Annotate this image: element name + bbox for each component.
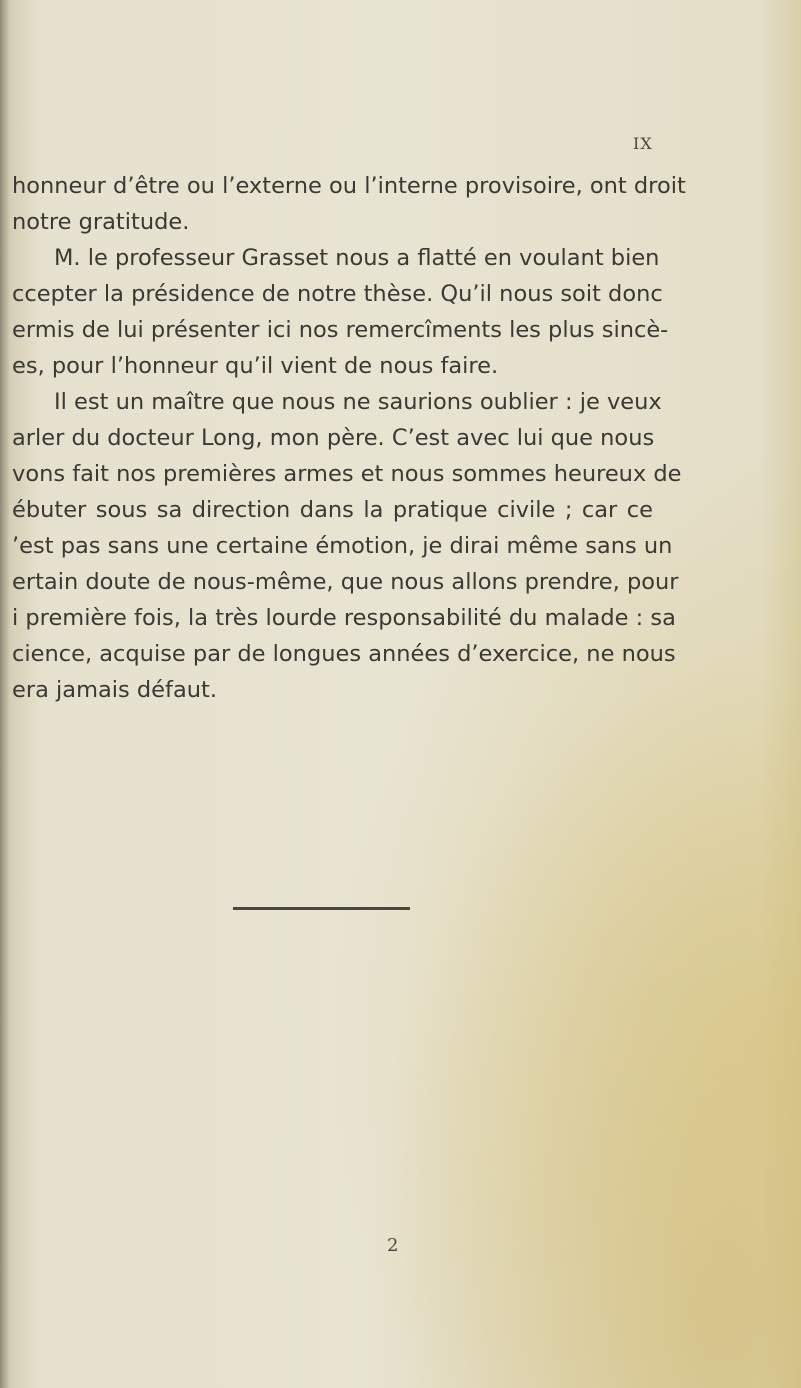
text-line: ermis de lui présenter ici nos remercîments les plus sincè- xyxy=(12,317,669,343)
page-binding-edge xyxy=(0,0,10,1388)
section-rule xyxy=(233,907,410,910)
signature-mark: 2 xyxy=(387,1235,399,1256)
text-line: vons fait nos premières armes et nous sommes heureux de xyxy=(12,461,682,487)
text-line: i première fois, la très lourde responsabilité du malade : sa xyxy=(12,605,676,631)
text-line: era jamais défaut. xyxy=(12,677,217,703)
text-line: ’est pas sans une certaine émotion, je dirai même sans un xyxy=(12,533,673,559)
page-number: IX xyxy=(633,134,653,153)
text-line: ccepter la présidence de notre thèse. Qu’il nous soit donc xyxy=(12,281,663,307)
text-line: notre gratitude. xyxy=(12,209,190,235)
text-line: M. le professeur Grasset nous a flatté en voulant bien xyxy=(54,245,660,271)
text-line: honneur d’être ou l’externe ou l’interne provisoire, ont droit xyxy=(12,173,686,199)
text-line: es, pour l’honneur qu’il vient de nous faire. xyxy=(12,353,499,379)
text-line: ébuter sous sa direction dans la pratique civile ; car ce xyxy=(12,497,653,523)
text-line: Il est un maître que nous ne saurions oublier : je veux xyxy=(54,389,662,415)
text-line: cience, acquise par de longues années d’exercice, ne nous xyxy=(12,641,676,667)
text-line: arler du docteur Long, mon père. C’est avec lui que nous xyxy=(12,425,655,451)
text-line: ertain doute de nous-même, que nous allons prendre, pour xyxy=(12,569,679,595)
